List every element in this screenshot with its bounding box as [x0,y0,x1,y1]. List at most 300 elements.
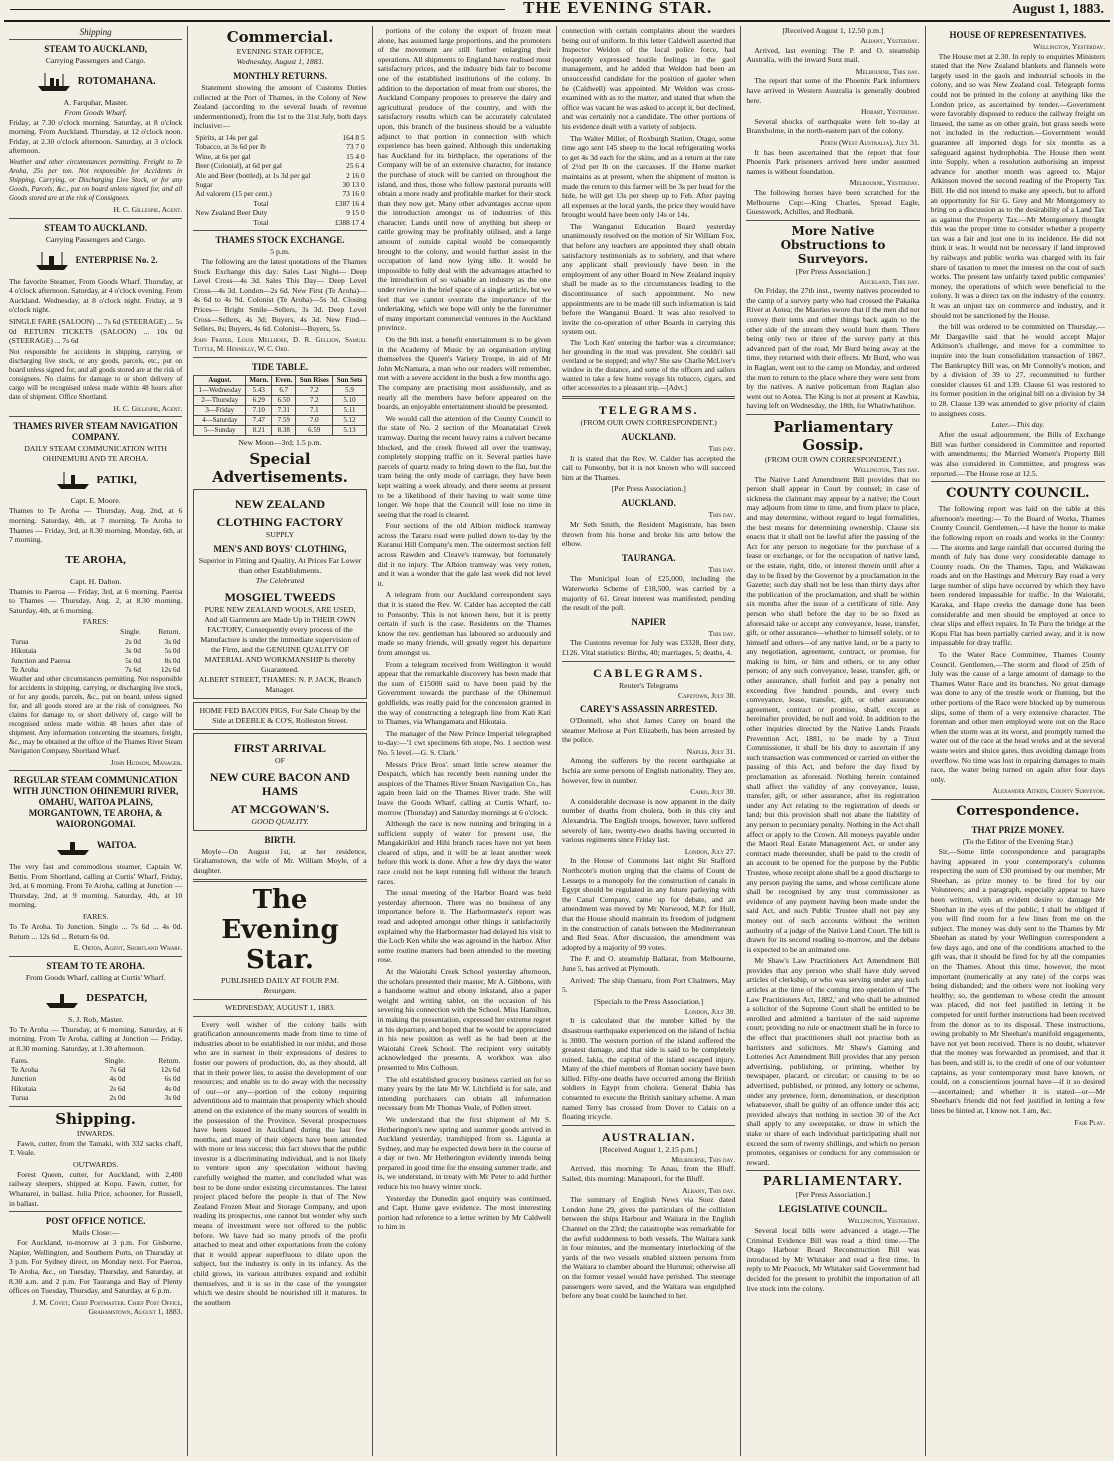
tide-table [193,375,366,436]
agent-signature: H. C. Gillespie, Agent. [113,204,183,214]
editorial-masthead: The Evening Star. [221,884,339,975]
article-paragraph: We would call the attention of the County Council to the state of No. 2 section of the Moanataiari Creek tramway. During the recent heavy rains a culvert became blocked, and the creek flowed all over the tramway, completely stopping traffic on it. Several parties have parcels of quartz ready to bring down to the flat, but the tram being the only mode of carriage, they have been kept waiting a week already, and there seems at present to be a likelihood of their having to wait some time longer. We hope that the Council will lose no time in seeing that the road is cleared. [377,413,551,519]
table-row [9,656,182,665]
section-shipping: Shipping [9,28,182,40]
dateline-day: This day. [708,510,736,520]
table-header-row [9,627,182,636]
column-3 [373,26,557,1456]
ad-heading: STEAM TO TE AROHA. [46,960,145,971]
fare-list: To Te Aroha. To Junction. Single ... 7s 6d ... 4s 0d. Return ... 12s 6d ... Return 6s 0d. [9,922,183,941]
sailing-times: Friday, at 7.30 o'clock morning. Saturday, at 8 o'clock morning. From Auckland. Thursday, at 12 o'clock noon. Friday, at 2.30 o'clock afternoon. Saturday, at 3 o'clock afternoon. [9,117,183,156]
ad-heading: REGULAR STEAM COMMUNICATION WITH JUNCTION OHINEMURI RIVER, OMAHU, WAITOA PLAINS, MORGANTOWN, TE AROHA, & WAIORONGOMAI. [12,775,179,830]
dateline-day: Melbourne, Yesterday. [849,178,920,188]
article-paragraph: At the Waiotahi Creek School yesterday afternoon, the scholars presented their master, Mr A. Gibbons, with a handsome walnut and ebony inkstand, also a paper weight and writing tablet, on the occasion of his severing his connection with the School. Miss Hamilton, in making the presentation, expressed her extreme regret at his departure, and hoped that he would be appreciated in his new position as well as he had been at the Waiotahi Creek School. The recipient very suitably acknowledged the presents. A workbox was also presented to Mrs Colhoun. [377,967,551,1072]
table-cell: Junction [11,1074,37,1084]
steamer-logo [9,986,182,1012]
table-cell: 6.59 [296,425,333,435]
divider [562,1125,735,1126]
table-cell: 73 7 0 [346,142,365,152]
article-paragraph: The following report was laid on the table at this afternoon's meeting:— To the Board of Works, Thames County Council. Gentlemen,—I have the honor to make the following report on roads and works in the County:— The storms and large rainfall that occurred during the month of July has done very considerable damage to County roads. On the Thames, Tapu, and Waikawau roads and on the Hastings and Mercury Bay road a very large number of slips have occurred by which they have been rendered impassable for traffic. In the Waiotahi, Karaka, and Hape creeks the damage done has been considerable and men should be employed at once to clear slips and effect repairs. In Te Puru the bridge at the Kopu Flat has been partially carried away, and it is now impassable for dray traffic. [930,504,1105,648]
dateline-place: AUCKLAND. [621,432,676,442]
article-paragraph: A telegram from our Auckland correspondent says that it is stated the Rev. W. Calder has accepted the call to Ponsonby. This is not known here, but it is pretty certain if such is the case. Residents on the Thames know the rev. gentleman has laboured so arduously and made so many friends, will greatly regret his departure from amongst us. [377,590,551,657]
divider [193,879,366,882]
shipping-notice: Weather and other circumstances permitting. Not responsible for accidents in shipping, carrying, or discharging live stock, or for any goods, parcels, &c., put on board, unless signed for, and all goods stored are at the risk of consignees. No claims for damage to, or short delivery of, cargo will be recognised unless made within 48 hours after date of shipment. Any information concerning the steamers, freight, &c., may be obtained at the office of the Thames River Steam Navigation Company, Shortland Wharf. [9,674,183,755]
fare-list: SINGLE FARE (SALOON) ... 7s 6d (STEERAGE) ... 5s 0d RETURN TICKETS (SALOON) ... 10s 0d (STEERAGE) ... 7s 6d [9,316,183,346]
fares-table [9,627,182,674]
divider [562,661,735,662]
birth-notice: Moyle—On August 1st, at her residence, Grahamstown, the wife of Mr. William Moyle, of a daughter. [193,846,367,875]
office-date: Wednesday, August 1, 1883. [236,57,324,66]
table-cell: £388 17 4 [335,217,365,227]
ad-title: NEW ZEALAND [234,496,326,511]
cable-headline: CAREY'S ASSASSIN ARRESTED. [580,704,718,715]
table-cell: 15 4 0 [346,151,365,161]
ad-text: SUPPLY [265,529,295,539]
steamship-icon [36,71,72,93]
column-4 [557,26,741,1456]
sailing-times: Thames to Paeroa — Friday, 3rd, at 6 morning. Paeroa to Thames — Thursday, Aug. 2, at 8.30 morning. Saturday, 4th, at 6 morning. [9,586,183,615]
office-heading: EVENING STAR OFFICE, [236,47,324,56]
table-cell: 7.0 [296,415,333,425]
divider [746,414,919,415]
cable-text: A considerable decrease is now apparent in the daily number of deaths from cholera, both in this city and Alexandria. The English troops, however, have suffered severely of late, twenty-two deaths having occurred in various regiments since Friday last. [561,796,736,845]
press-association-note: [Per Press Association.] [795,1190,871,1200]
table-row [193,161,366,170]
divider [746,220,919,221]
table-row [193,208,366,217]
ad-title: AT MCGOWAN'S. [230,801,330,816]
table-row [9,1074,182,1083]
table-cell: 5s 0d [164,646,181,656]
divider [9,416,182,417]
table-row [9,646,182,655]
table-cell: 12s 6d [160,665,181,675]
issue-date: August 1, 1883. [1012,2,1104,17]
editorial-paragraph: Every well wisher of the colony hails with gratification announcements made from time to time of industries about to be established in our midst, and those who are in earnest in their expressions of desires to foster our powers of production, do, as they should, all that in their power lies, to assist the development of our resources; and enable us to do away with the necessity of our—or any—portion of the colony requiring adventitious aid to maintain that prosperity which should attend on the existence of the many sources of wealth in the possession of the Province. Several prospectuses have been issued in Auckland during the last few months, and many of their objects have been attended with more or less success; this fact shows that the public investor is a discriminating individual, and is not likely to venture upon any speculation without having carefully weighed the matter, and concluded what was best to be done under existing circumstances. The latest project placed before the people is that of The New Zealand Frozen Meat and Storage Company, and upon reading its prospectus, one cannot but wonder why such means of investment were not offered to the public before. We have had so many proofs of the profit attached to meat and other exportations from the colony that it would appear superfluous to dilate upon the subject, but the industry is only in its infancy. As the child grows, its various attributes expand and exhibit themselves, and it is so in the case of the youngster which we desire should be nourished till it matures. In the southern [193,1019,367,1307]
cable-text: In the House of Commons last night Sir Stafford Northcote's motion urging that the claims of Count de Lesseps to a monopoly for the construction of canals in Egypt should be regulated in any future parleying with the Canal Company, came up for debate, and an amendment was moved by Mr Norwood, M.P. for Hull, that the House should maintain its freedom of judgment in the construction of canals between the Mediterranean and Red Seas. After discussion, the amendment was adopted by a majority of 99 votes. [561,856,736,952]
table-header-cell: Even. [272,375,296,385]
table-header-cell: Morn. [246,375,272,385]
legislative-council-heading: LEGISLATIVE COUNCIL. [778,1204,888,1215]
dateline-day: This day. [708,564,736,574]
telegram-text: Mr Seth Smith, the Resident Magistrate, has been thrown from his horse and broke his arm below the elbow. [561,519,736,549]
dateline-day: Melbourne, This day. [671,1154,736,1164]
table-cell: 7.47 [246,415,272,425]
ad-text: OF [275,755,285,765]
divider [931,481,1105,482]
surveyor-signature: Alexander Aitken, County Surveyor. [992,786,1105,796]
cable-text: The P. and O. steamship Ballarat, from Melbourne, June 5, has arrived at Plymouth. [561,954,736,973]
steamer-logo [9,248,182,274]
ad-subheading: Carrying Passengers and Cargo. [45,234,146,244]
divider [931,799,1105,800]
divider [193,357,366,358]
article-paragraph: On Friday, the 27th inst., twenty natives proceeded to the camp of a survey party who had crossed the Pakaika River at Aotea; the Maories swore that if the men did not convey their tents and other things back again to the other side of the stream they would burn them. There being only two or three of the survey party at this advanced part of the road, Mr Burd being away at the time, they returned with their effects. Mr Burd, who was in Raglan, went out to the camp on Monday, and ordered the men to return to the place where they were sent from by the natives. A native policeman from Raglan also went out to Aotea. The King is not at present at Kawhia, having left on Wednesday, the 18th, for Whatiwhatihoe. [746,286,920,411]
table-header-row [9,1056,182,1065]
correspondence-heading: Correspondence. [956,803,1080,819]
returns-table [193,133,366,227]
ad-heading: STEAM TO AUCKLAND, [44,43,148,54]
departure-point: From Goods Wharf. [64,107,128,117]
table-cell: New Zealand Beer Duty [195,208,268,218]
table-row [193,152,366,161]
shipping-notice: Not responsible for accidents in shipping, carrying, or discharging live stock, or any goods, parcels, etc., put on board unless signed for, and all goods stored are at the risk of consignees. No claims for damage to or short delivery of cargo will be recognised unless made within 48 hours after date of shipment. Office Shortland. [9,347,183,401]
table-cell: 5.11 [333,405,366,415]
article-paragraph: The House met at 2.30. In reply to enquiries Ministers stated that the New Zealand blankets and flannels were largely used in the gaols and industrial schools in the colony, and so was New Zealand coal. Telegraph forms could not be printed in the colony at anything like the London price, as ascertained by tender.—Government were favorably disposed to reduce the railway freight on linseed, the same as on other grain, but grass seeds were not included in the reduction.—Government would guarantee all imported dogs for six months as a safeguard against hydrophobia. The House then went into Supply, when a resolution authorising an imprest advance for another month was agreed to. Major Atkinson moved the second reading of the Property Tax Bill. He did not intend to make any speech, but to afford an opportunity for Sir G. Grey and Mr Montgomery to bring on a discussion as to the desirability of a Land Tax as against the Property Tax.—Mr Montgomery thought this was the proper time to consider whether a property tax was a fair and just one in its incidence. He did not think it was. It would not be necessary if land improved by railways and public works was charged with its fair share of taxation to meet the interest on the cost of such works. The present law unfairly taxed public companies' money, the operations of which were beneficial to the colony. It was a direct tax on the industry of the country. It was an unjust tax on commerce and industry, and it should not be sanctioned by the House. [930,51,1105,320]
monthly-returns-heading: MONTHLY RETURNS. [233,71,327,81]
subheading-outwards: OUTWARDS. [73,1159,119,1169]
table-cell: 3s 0d [164,636,181,646]
masthead-rule [10,9,505,10]
table-cell: 7.59 [272,415,296,425]
vessel-name: WAITOA. [96,840,137,851]
agent-signature: E. Orton, Agent, Shortland Wharf. [73,943,183,953]
cable-text: Among the sufferers by the recent earthquake at Ischia are some persons of English nationality. They are, however, few in number. [561,756,736,785]
table-cell: Hikutaia [11,1083,37,1093]
steamer-logo [9,69,182,95]
shipping-entry: Forest Queen, cutter, for Auckland, with 2,400 railway sleepers, shipped at Kopu. Fawn, cutter, for Whanarei, in ballast. Julia Price, schooner, for Russell, in ballast. [9,1169,183,1208]
vessel-captain: A. Farquhar, Master. [63,97,128,107]
dateline-day: London, July 30. [684,1006,736,1016]
table-header-row [194,375,366,385]
dateline-place: NAPIER [631,616,666,627]
house-of-representatives-heading: HOUSE OF REPRESENTATIVES. [949,30,1087,40]
article-paragraph: The old established grocery business carried on for so many years by the late Mr W. Litchfield is for sale, and intending purchasers can obtain all information necessary from Mr Thomas Veale, of Pollen street. [377,1074,551,1113]
article-paragraph: The Wanganui Education Board yesterday unanimously resolved on the motion of Sir William Fox, that before any teachers are appointed they shall obtain satisfactory testimonials as to sobriety, and that where any applicant shall previously have been in the employment of any other Board in New Zealand inquiry shall be made as to the circumstances leading to the discontinuance of such appointment. No new appointments are to be made till such information is laid before the Wanganui Board. It was also resolved to invite the co-operation of other Boards in carrying this system out. [561,221,736,337]
divider [9,1211,182,1212]
table-cell: 30 13 0 [342,180,365,189]
vessel-name: ROTOMAHANA. [77,75,156,87]
table-cell: 6s 0d [164,1074,181,1084]
cable-text: Arrived, this morning: Te Anau, from the Bluff. Sailed, this morning: Manapouri, for the Bluff. [561,1164,736,1184]
vessel-name: PATIKI, [96,473,137,486]
vessel-name: ENTERPRISE No. 2. [75,254,158,265]
dateline-place: AUCKLAND. [621,498,676,509]
letter-title: THAT PRIZE MONEY. [971,824,1065,835]
table-cell: 164 8 5 [342,132,365,142]
parliamentary-gossip-heading: Parliamentary Gossip. [773,418,893,454]
ad-text: PURE NEW ZEALAND WOOLS, ARE USED, And all Garments are Made Up in THEIR OWN FACTORY, Consequently every process of the Manufacture is under the immediate supervision of the Firm, and the GENUINE QUALITY OF MATERIAL AND WORKMANSHIP Is thereby Guaranteed. [200,604,360,674]
gossip-subheading: (FROM OUR OWN CORRESPONDENT.) [764,455,902,464]
table-cell: Sugar [195,180,213,189]
fares-title: FARES. [82,912,109,922]
divider [193,230,366,231]
letter-signature: Fair Play. [1074,1117,1105,1127]
dateline-day: London, July 27. [684,846,736,856]
article-paragraph: On the 9th inst. a benefit entertainment is to be given in the Academy of Music by an organisation styling themselves the Queen's Variety Troupe, in aid of Mr John McNamara, a man who our readers will remember, met with a severe accident in the bush a few months ago. The company are practising most assiduously, and as nearly all the members have before appeared on the boards, an enjoyable entertainment should be presented. [377,335,551,412]
table-cell: Te Aroha [11,665,39,675]
dateline-day: Hobart, Yesterday. [860,107,920,117]
county-council-heading: COUNTY COUNCIL. [946,486,1090,502]
dateline-day: This day. [708,444,736,453]
parliamentary-heading: PARLIAMENTARY. [763,1174,903,1190]
sailing-times: The very fast and commodious steamer, Captain W. Bettis. From Shortland, calling at Curtis' Wharf, Friday, 3rd, at 6 morning. From Te Aroha, calling at Junction — Thursday, 2nd, at 9 morning. Saturday, 4th, at 10 morning. [9,862,183,910]
table-cell: Beer (Colonial), at 6d per gal [195,161,282,171]
section-heading-shipping: Shipping. [55,1109,137,1128]
press-association-note: [Per Press Association.] [611,484,686,494]
cable-text: The following horses have been scratched for the Melbourne Cup:—King Charles, Spread Eagle, Guesswork, Achilles, and Redbank. [746,187,920,217]
ad-text: MEN'S AND BOYS' CLOTHING, [213,543,347,554]
dateline-day: Naples, July 31. [686,746,736,756]
ad-text: The Celebrated [255,575,305,585]
cable-text: Several shocks of earthquake were felt to-day at Branxholme, in the north-eastern part of the colony. [746,116,920,136]
table-row [194,425,366,435]
cable-text: It is calculated that the number killed by the disastrous earthquake experienced on the island of Ischia is 3000. The western portion of the island suffered the greatest damage, and that side is said to be completely ruined. Iakia, the capital of the island escaped injury. Many of the chief members of Roman society have been killed. Fifty-one deaths have occurred among the British soldiers in Egypt from cholera. General Dabia has consented to execute the British sanitary scheme. A man named Terry has crossed from Dover to Calais on a floating tricycle. [561,1016,736,1122]
article-paragraph: To the Water Race Committee, Thames County Council. Gentlemen,—The storm and flood of 25th of July was the cause of a large amount of damage to the Thames Water Race and its branches. No great damage was done to any of the trestle work or fluming, but the other portions of the Race were blocked up by numerous slips, some of them of a very extensive character. The foreman and other men employed were out on the Race when the storm was at its worst, and promptly turned the water out of the race at the head works and at the several waste weirs and sluice gates, thus avoiding damage from overflow. No time was lost in repairing damages to main race, the water being turned on again after four days only. [930,650,1105,784]
table-row [193,171,366,180]
ad-text: GOOD QUALITY. [251,816,309,826]
table-cell: 5—Sunday [194,425,246,435]
steamship-icon [55,835,91,857]
table-header-cell [9,627,105,636]
table-cell: Junction and Paeroa [11,655,71,665]
agent-signature: John Hudson, Manager. [110,757,183,767]
table-row [9,665,182,674]
press-association-note: [Specials to the Press Association.] [593,996,704,1006]
table-cell: 25 6 4 [346,161,365,171]
table-cell: 3s 0d [125,646,141,656]
steamer-logo [9,833,182,859]
moon-phase-note: New Moon—3rd; 1.5 p.m. [238,437,322,447]
cablegrams-subheading: Reuter's Telegrams [618,680,679,690]
birth-heading: BIRTH. [264,834,296,845]
table-row [194,405,366,415]
table-cell: 7s 6d [109,1065,126,1075]
table-cell: 3s 0d [164,1093,181,1103]
ad-title: MOSGIEL TWEEDS [224,589,336,604]
stock-quotations: The following are the latest quotations of the Thames Stock Exchange this day: Sales Last Night— Deep Level Cross—4s 3d. Sales This Day— Deep Level Cross—4s 3d. London—2s 6d. New First (Te Aroha)—4s 6d to 4s 9d. Colonist (Te Aroha)—5s 3d. Closing Prices— Bright Smile—Sellers, 3s 3d. Deep Level Cross—Sellers, 4s 3d; Buyers, 4s 3d. New Find—Sellers, 8s; Buyers, 4s 6d. Colonist—Buyers, 5s. [193,257,367,334]
vessel-name: DESPATCH, [86,992,148,1005]
table-cell: 8.21 [246,425,272,435]
sailing-times: To Te Aroha — Thursday, at 6 morning. Saturday, at 6 morning. From Te Aroha, calling at Junction — Friday, at 8.30 morning. Saturday, at 1.30 afternoon. [9,1024,183,1054]
column-2 [188,26,372,1456]
table-cell: 6.50 [272,395,296,405]
table-cell: Turua [11,1093,29,1103]
dateline-day: Wellington, Yesterday. [1033,42,1105,51]
table-header-cell: Return. [158,627,181,637]
section-heading-commercial: Commercial. [226,28,334,46]
ad-address: ALBERT STREET, THAMES: N. P. JACK, Branch Manager. [198,674,362,694]
dateline-day: Albany, This day. [682,1185,736,1195]
telegram-text: The Municipal loan of £25,000, including the Waterworks Scheme of £18,500, was carried by a majority of 61. Great interest was manifested, pending the result of the poll. [561,574,736,613]
dateline-day: This day. [708,628,736,638]
divider [193,1016,366,1017]
vessel-captain: S. J. Rob, Master. [68,1014,124,1024]
received-note: [Received August 1, 2.15 p.m.] [599,1144,698,1154]
section-heading-special-ads: Special Advertisements. [212,449,348,486]
broker-list: John Frater, Louis Mellhose, D. R. Gellion, Samuel Tuttle, M. Hennelly, W. C. Ord. [193,335,367,353]
publication-note: PUBLISHED DAILY AT FOUR P.M. [221,975,339,985]
sailing-times: The favorite Steamer, From Goods Wharf. Thursday, at 4 o'clock afternoon. Saturday, at 4 o'clock evening. From Auckland. Wednesday, at 8 o'clock night. Friday, at 9 o'clock night. [9,276,183,315]
cable-text: O'Donnell, who shot James Carey on board the steamer Melrose at Port Elizabeth, has been arrested by the police. [561,716,736,745]
motto: Resurgam. [263,985,297,995]
table-cell: Total [253,217,269,227]
bacon-pigs-ad [193,702,366,730]
cable-text: It has been ascertained that the report that four Phoenix Park prisoners arrived here under assumed names is without foundation. [746,147,920,176]
table-cell: 2 16 0 [346,170,365,180]
subheading-inwards: INWARDS. [76,1128,115,1138]
article-paragraph: the bill was ordered to be committed on Thursday.—Mr Dargaville said that he would accept Major Atkinson's challenge, and move for a committee to inquire into the loan consolidation transaction of 1867. The Bankruptcy Bill was, on Mr Connolly's motion, and by a division of 39 to 27, recommitted to further consider clauses 61 and 139. Clause 61 was restored to its former position in the original bill on a division by 34 to 28. Clause 139 was amended to give priority of claim to assignees costs. [930,322,1105,418]
australian-heading: AUSTRALIAN. [601,1129,696,1144]
table-cell: 12s 6d [160,1065,181,1075]
article-paragraph: Four sections of the old Albion midlock tramway across the Tararu road were pulled down to-day by the Kuranui Hill Company's men. The outermost section fell across Rawden and Cleave's tramway, but fortunately did it no injury. The Albion tramway was very rotten, and it was a wonder that the gale last week did not level it. [377,521,551,588]
agent-signature: H. C. Gillespie, Agent. [113,403,183,413]
column-5 [741,26,925,1456]
article-paragraph: From a telegram received from Wellington it would appear that the remarkable discovery has been made that the sum of £15000 said to have been paid by the Government towards the purchase of the Ohinemuri goldfields, was really paid for the concession granted in the way of constructing a telegraph line from Kati Kati to Thames, via Whangamata and Hikutaia. [377,659,551,727]
table-cell: 7.31 [272,405,296,415]
table-cell: 5.13 [333,425,366,435]
table-cell: 6.29 [246,395,272,405]
shipping-notice: Weather and other circumstances permitting. Freight to Te Aroha, 25s per ton. Not responsible for Accidents in Shipping, Carrying, or Discharging Live Stock, or for any Goods, Parcels, &c., put on board unless signed for, and all Goods stored are at the risk of Consignees. [9,157,183,202]
advertisement-paragraph: The 'Loch Ken' entering the harbor was a circumstance; her grounding in the mud was prevalent. She couldn't sail overland or be stopped; and why? She saw Charlie McLiver's window in the distance, and some of the officers and sailors wanted to take a few home voyage his tobacco, cigars, and other accessories to a pleasant trip.—[Advt.] [561,339,736,392]
later-heading: Later.—This day. [991,420,1045,430]
ad-subheading: Carrying Passengers and Cargo. [45,55,146,65]
ad-subheading: From Goods Wharf, calling at Curtis' Wharf. [25,972,166,982]
fares-title: FARES: [82,617,109,627]
table-cell: 9 15 0 [346,208,365,218]
column-6 [926,26,1110,1456]
press-association-note: [Per Press Association.] [795,266,871,276]
table-cell: 4s 0d [164,1083,181,1093]
table-cell: Turua [11,636,29,646]
table-header-cell: Single. [104,1055,126,1065]
telegrams-heading: TELEGRAMS. [598,403,699,417]
table-row [193,180,366,189]
article-paragraph: The Walter Miller, of Roxburgh Station, Otago, some time ago sent 145 sheep to the local refrigerating works to get 4s 3d each for the skins, and as a return at the rate of 2½d per lb on the carcasses. If the Home market maintains as at present, when the shipment of mutton is made the return to this farmer will be 3s per head for the hide, he will get 13s per sheep up to Feb. After paying all expenses at the local yards, the price they would have brought would have been only 14s or 14s. [561,133,736,220]
table-row [193,218,366,227]
article-paragraph: portions of the colony the export of frozen meat alone, has assumed large proportions, and the promoters of the movement are still further enlarging their operations. All shipments to England have realised most satisfactory prices, and the industry bids fair to become one of the established institutions of the colony. In addition to the deportation of meat from our shores, the Auckland Company proposes to preserve the dairy and agricultural produce of the country, and with the satisfactory results which can be accurately calculated upon, this branch of the business should be a valuable adjunct to that portion in connection with which experience has been gained. Although this undertaking has Auckland for its birthplace, the operations of the Company will be of an extensive character, for instance the purchase of stock will be carried on throughout the island, and thus, those who follow pastoral pursuits will obtain a more ready and profitable market for their stock than they now get. Many other advantages accrue upon the introduction amongst us of industries of this character. Lands until now of anything but sheep or cattle growing may be profitably utilised, and a large amount of outside capital would be consequently brought to the colony, and would further assist in the occupation of land now lying idle. It would be impossible to fully deal with the advantages attached to the introduction of so valuable an industry as the one under review in the brief space of a single article, but we feel that we cannot overrate the importance of the undertaking, which we hope will only be the forerunner of many important commercial ventures in the Auckland province. [377,26,551,333]
table-cell: 5.43 [246,385,272,395]
divider [9,770,182,771]
table-row [194,415,366,425]
column-1 [4,26,188,1456]
vessel-captain: Capt. E. Moore. [70,496,121,506]
letter-text: Sir,—Some little correspondence and paragraphs having appeared in your contemporary's columns respecting the sum of £30 promised by our member, Mr Sheehan, as prize money to be fired for by our Volunteers; and a paragraph, especially appear to have been written, with an evident desire to damage Mr Sheehan in the eyes of the public, I shall be obliged if you will find room for a few lines from me on the subject. The money was duly sent to the Thames by Mr Sheehan as stated by your Wellington correspondent a few days ago, and one of the conditions attached to the gift was, that it should be fired for by all the companies on the Thames. About this time, however, the most important (numerically at any rate) of the corps was being disbanded; and the others were not looking very healthy; so, the gentleman to whose credit the amount was placed, did not feel justified in letting it be competed for until further instructions had been received from the donor as to its disposal. These instructions, owing probably to Mr Sheehan's manifold engagements, have not yet been received. There is no doubt, whatever that the money was forwarded as promised, and that it has been, and still is, to the credit of one of our volunteer captains, as your contemporary must have known, or could, on a conscientious journal have—if it so desired—ascertained; and whether it is stated—or—Mr Sheehan's friends did not feel justified in letting a few lines be hinted at, I know not. I am, &c. [930,846,1105,1115]
cable-text: The summary of English News via Suez dated London June 29, gives the particulars of the collision between the ships Harbour and Waitara in the English Channel on the 23rd; the catastrophe was remarkable for the awful suddenness to both vessels. The Waitara sank in four minutes, and the momentary interlocking of the yards of the two vessels enabled sixteen persons from the Waitara to clamber aboard the Hurunui; otherwise all on the former vessel would have perished. The steerage passengers were saved, and the Waitara was engulphed before any boat could be launched to her. [561,1195,736,1301]
dateline-day: Perth (West Australia), July 31. [820,137,920,147]
editorial-date: WEDNESDAY, AUGUST 1, 1883. [225,1002,335,1012]
table-cell: 2s 0d [125,636,141,646]
table-cell: 1—Wednesday [194,385,246,395]
table-row [9,1084,182,1093]
article-paragraph: Messrs Price Bros'. smart little screw steamer the Despatch, which has recently been running under the auspices of the Thames River Steam Navigation Co., has again been laid on the Thames River trade. She will leave the Goods Wharf, calling at Curtis Wharf, to-morrow (Thursday) and Saturday mornings at 6 o'clock. [377,759,551,817]
table-cell: 7.2 [296,385,333,395]
clothing-factory-ad [193,489,366,699]
post-office-subheading: Mails Close:— [71,1228,120,1238]
received-note: [Received August 1, 12.50 p.m.] [782,26,884,35]
table-cell: 7.10 [246,405,272,415]
table-cell: 7.1 [296,405,333,415]
telegram-text: It is stated that the Rev. W. Calder has accepted the call to Ponsonby, but it is not known who will succeed him at the Thames. [561,453,736,482]
table-cell: 7s 6d [125,665,141,675]
ad-heading: STEAM TO AUCKLAND. [44,222,148,233]
table-row [9,637,182,646]
postmaster-signature: J. M. Covet, Chief Postmaster. Chief Post Office, Grahamstown, August 1, 1883. [32,1297,183,1317]
table-cell: 2s 0d [109,1093,126,1103]
article-paragraph: We understand that the first shipment of Mr S. Hetherington's new spring and summer goods arrived in Auckland yesterday, transhipped from ss. Ligunia at Sydney, and may be expected down here in the course of a day or two. Mr Hetherington evidently intends being prepared in good time for the ensuing summer trade, and is, we understand, in treaty with Mr Peter to add further reduce his too heavy winter stock. [377,1114,551,1192]
dateline-day: Wellington, Yesterday. [847,1216,920,1226]
table-header-cell: Sun Sets [333,375,366,385]
table-cell: £387 16 4 [335,198,365,208]
stock-exchange-time: 5 p.m. [270,247,290,257]
tide-table-heading: TIDE TABLE. [251,361,309,372]
table-cell: 7.2 [296,395,333,405]
table-cell: Ale and Beer (bottled), at 1s 3d per gal [195,170,311,180]
dateline-day: Melbourne, This day. [855,66,920,76]
table-cell: 5s 0d [125,655,141,665]
table-cell: 8s 0d [164,655,181,665]
divider [562,396,735,399]
dateline-day: Albany, Yesterday. [860,36,920,45]
bacon-arrival-ad [193,733,366,831]
article-paragraph: Statement showing the amount of Customs Duties collected at the Port of Thames, in the Colony of New Zealand (according to the several heads of revenue undermentioned), from the 1st to the 31st July, both days inclusive:— [193,83,367,131]
dateline-place: TAURANGA. [621,552,676,563]
article-paragraph: Yesterday the Dunedin gaol enquiry was continued, and Capt. Hume gave evidence. The most interesting portion had reference to a letter written by Mr Caldwell to him in [377,1193,551,1232]
mail-times: For Auckland, to-morrow at 3 p.m. For Gisborne, Napier, Wellington, and Southern Ports, on Thursday at 3 p.m. For Sydney direct, on Monday next. For Paeroa, Te Aroha, &c., on Tuesday, Thursday, and Saturday, at 8.30 a.m. and 2 p.m. For Tauranga and Bay of Plenty offices on Tuesday, Thursday, and Saturday, at 6 p.m. [9,1238,183,1296]
table-cell: Ad valorem (15 per cent.) [195,189,272,199]
ad-title: FIRST ARRIVAL [234,740,326,755]
divider [193,999,366,1000]
table-row [193,199,366,208]
divider [9,218,182,219]
article-paragraph: Mr Shaw's Law Practitioners Act Amendment Bill provides that any person who shall have duly served articles of clerkship, or who was serving under any such articles at the time of the coming into operation of 'The Law Practitioners Act, 1882,' and who shall be admitted a solicitor of the Supreme Court shall be entitled to be enrolled and admitted a barrister of the said supreme court; providing no rule or enactment shall be in force to the effect that practitioners shall not practise both as barristers and solicitors. Mr Shaw's Gaming and Lotteries Act Amendment Bill provides that any person advertising, publishing, or printing, whether by newspaper, placard, or circular; or causing to be so advertised, published, or printed, any lottery or scheme, under any pretence, form, denomination, or description whatsoever, shall be guilty of an offence under this act; provided always that nothing in section 30 of the Act shall apply to any sweepstake, or draw in which the stake or share of each individual participating shall not exceed the sum of twenty shillings, and which no person promotes, organises or conducts for any commission or reward. [746,956,920,1167]
table-row [9,1093,182,1102]
steamship-icon [34,250,70,272]
table-row [9,1065,182,1074]
cable-text: The report that some of the Phoenix Park informers have arrived in Western Australia is generally doubted here. [746,76,920,105]
masthead [4,2,1110,22]
sailing-times: Thames to Te Aroha — Thursday, Aug. 2nd, at 6 morning. Saturday, 4th, at 7 morning. Te Aroha to Thames — Friday, 3rd, at 8.30 morning. Monday, 6th, at 7 morning. [9,506,183,545]
table-header-cell: Return. [158,1055,181,1065]
newspaper-title: THE EVENING STAR. [523,0,713,17]
dateline-day: Capetown, July 30. [677,690,736,700]
table-cell: Tobacco, at 3s 6d per lb [195,142,266,152]
table-header-cell: Sun Rises [296,375,333,385]
letter-addressee: (To the Editor of the Evening Star.) [962,836,1073,846]
table-row [193,189,366,198]
table-cell: 8.38 [272,425,296,435]
telegrams-subheading: (FROM OUR OWN CORRESPONDENT.) [580,418,717,427]
table-cell: 2s 6d [109,1083,126,1093]
table-cell: 5.9 [333,385,366,395]
dateline-day: Wellington, This day. [853,465,920,474]
table-row [194,395,366,405]
vessel-captain: Capt. H. Dalton. [70,576,122,586]
fares-table [9,1056,182,1103]
steamer-logo [9,467,182,493]
table-cell: 3—Friday [194,405,246,415]
steamship-icon [55,469,91,491]
ad-title: CLOTHING FACTORY [216,514,344,529]
table-cell: 5.10 [333,395,366,405]
telegram-text: The Customs revenue for July was £3328, Beer duty, £126. Vital statistics: Births, 40; marriages, 5; deaths, 4. [561,638,736,657]
article-paragraph: Several local bills were advanced a stage.—The Criminal Evidence Bill was read a third time.—The Otago Harbour Board Reconstruction Bill was introduced by Mr Whitaker and read a first time. In reply to Mr Peacock, Mr Whitaker said Government had decided for the present to prohibit the importation of all live stock into the colony. [746,1225,920,1293]
shipping-entry: Fawn, cutter, from the Tamaki, with 332 sacks chaff, T. Veale. [9,1138,183,1158]
table-cell: Te Aroha [11,1065,39,1075]
table-cell: Spirits, at 14s per gal [195,132,258,142]
vessel-name: TE AROHA, [65,553,126,566]
steamer-logo [9,548,182,574]
table-header-cell: Single. [120,627,141,637]
page-columns [4,26,1110,1456]
dateline-day: Cairo, July 30. [690,787,736,797]
table-cell: 4s 0d [109,1074,126,1084]
article-paragraph: The Native Land Amendment Bill provides that no person shall appear in Court by counsel; in case of sickness the claimant may appear by a native; the Court may adjourn from time to time, and from place to place, and may determine, without regard to legal formalities, the best means for determining ownership. Clause six enacts that it shall not be lawful after the passing of the Act for any person to negotiate for the purchase of a lease or exchange, or for the occupation of native land, or the estate, right, title, or interest therein until after a day to be fixed by the Governor by a proclamation in the Gazette; such day shall not be less than thirty days after the publication of the proclamation, and shall be within six months after the issue of a certificate of title. Any person who shall before the day to be so fixed as aforesaid take or accept any conveyance, lease, transfer, gift, or other assurance—whether to himself solely, or to himself and others—of any native land, or be a party to any negotiation, agreement, contract, or promise, for making to him, or him and others, or to any other person; of any such conveyance, lease, transfer, gift, or other assurance, shall forfeit and pay a penalty not exceeding five hundred pounds, and every such conveyance, lease, transfer, gift, or other assurance agreement, contract or promise, shall, except as hereinafter provided, be null and void. In addition to the other inquiries directed by the Native Lands Frauds Prevention Act, 1881, to be made by a Trust Commissioner, it shall be his duty to ascertain if any such transaction was commenced or carried on either the passing of this Act, and before the day fixed by proclamation as aforesaid. Nothing herein contained shall affect the validity of any conveyance, lease, transfer, gift, or other assurance, after its registration under any Act relating to the registration of deeds or land; but this provision shall not abate the liability of any person to pecuniary penalty. Nothing in the Act shall affect or apply to the Crown. All moneys payable under the Maori Real Estate Management Act, or under any contract made thereunder, shall be paid to the credit of an account to be opened for the purpose by the Public Trustee, whose receipt alone shall be a good discharge to any person paying the same, and whose certificate alone shall be recognised by any trust commissioner as evidence of any payment having been made under the said Act, and such Public Trustee shall not pay any money out of such accounts without the written authority of a judge of the Native Land Court. The bill is drawn for its second reading to-morrow, and the debate is expected to be an animated one. [746,474,920,954]
steamship-icon [44,988,80,1010]
table-cell: Wine, at 6s per gal [195,151,251,161]
divider [746,1170,919,1171]
ad-text: Superior in Fitting and Quality, At Prices Far Lower than other Establishments. [198,555,362,575]
